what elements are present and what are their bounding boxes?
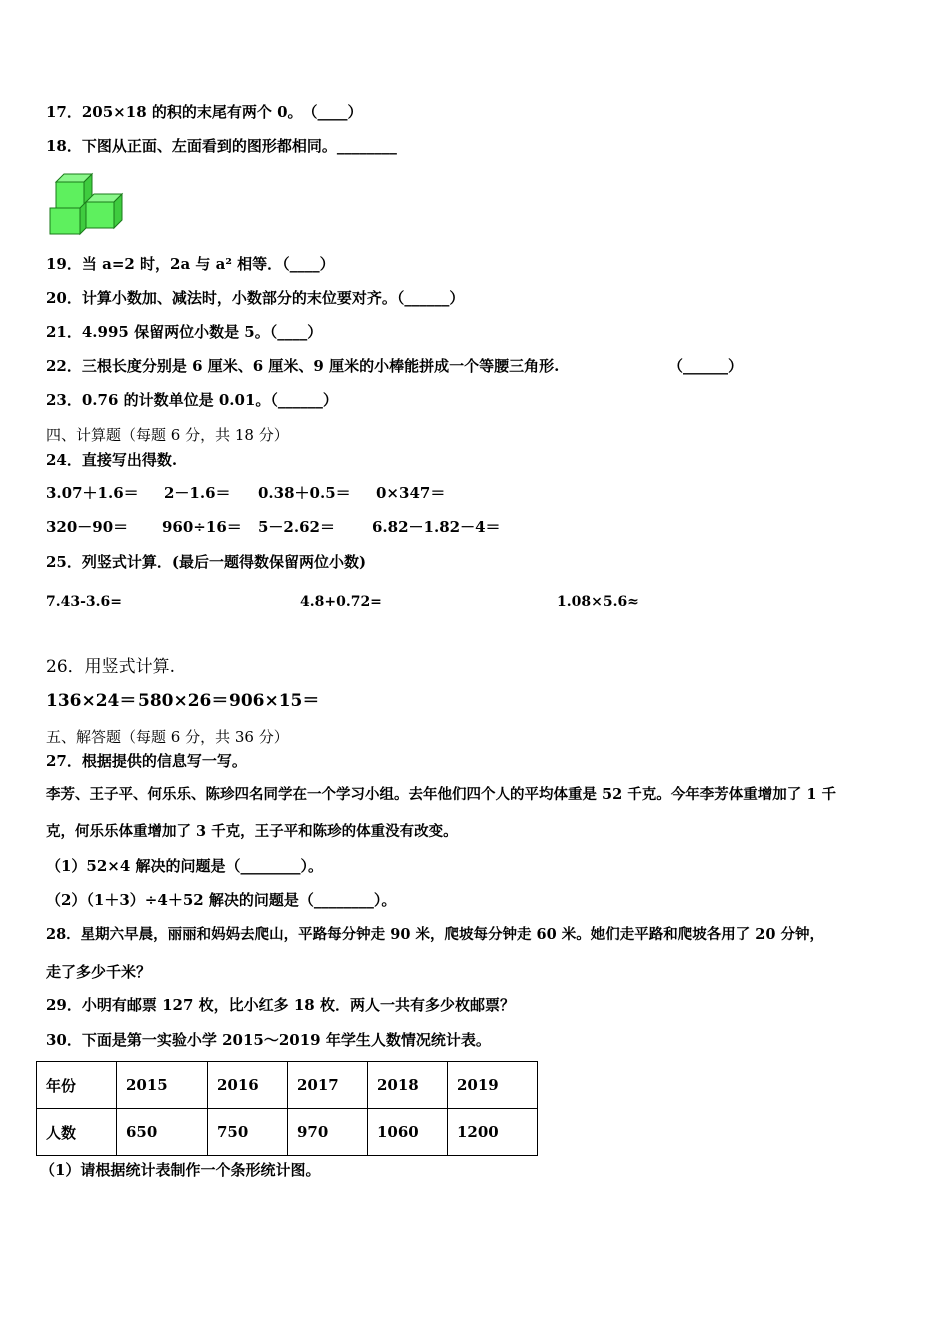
table-cell: 2016: [208, 1062, 288, 1109]
student-count-table: [36, 1061, 538, 1156]
cube-top-front: [56, 182, 84, 208]
table-cell-header: 人数: [37, 1109, 117, 1156]
question-25: 25．列竖式计算．(最后一题得数保留两位小数): [46, 553, 367, 571]
vertical-calc-item: 4.8+0.72=: [300, 594, 382, 610]
section-4-heading: 四、计算题（每题 6 分，共 18 分）: [46, 426, 289, 444]
vertical-calc-item: 906×15＝: [229, 691, 320, 711]
cube-left-front: [50, 208, 80, 234]
question-28-text-2: 走了多少千米？: [46, 963, 152, 981]
calc-item: 960÷16＝: [162, 518, 242, 536]
question-27-sub-1: （1）52×4 解决的问题是（________）。: [46, 857, 324, 875]
question-21: 21．4.995 保留两位小数是 5。（____）: [46, 323, 323, 341]
table-cell: 1060: [368, 1109, 448, 1156]
question-30-sub-1: （1）请根据统计表制作一个条形统计图。: [40, 1161, 321, 1179]
table-cell: 2019: [448, 1062, 538, 1109]
question-26: 26．用竖式计算.: [46, 657, 176, 677]
calc-item: 5－2.62＝: [258, 518, 335, 536]
table-cell: 2015: [117, 1062, 208, 1109]
question-22-blank: （______）: [668, 357, 744, 375]
cube-figure: [48, 172, 128, 238]
vertical-calc-item: 1.08×5.6≈: [557, 594, 639, 610]
question-27-text-1: 李芳、王子平、何乐乐、陈珍四名同学在一个学习小组。去年他们四个人的平均体重是 52 千克。今年李芳体重增加了 1 千: [46, 786, 836, 803]
calc-item: 0.38＋0.5＝: [258, 484, 351, 502]
question-24: 24．直接写出得数.: [46, 451, 178, 469]
question-28-text-1: 28．星期六早晨，丽丽和妈妈去爬山，平路每分钟走 90 米，爬坡每分钟走 60 米。她们走平路和爬坡各用了 20 分钟，: [46, 926, 824, 943]
cube-left-side: [80, 202, 86, 234]
vertical-calc-item: 7.43-3.6=: [46, 594, 122, 610]
vertical-calc-item: 580×26＝: [138, 691, 229, 711]
calc-item: 3.07＋1.6＝: [46, 484, 139, 502]
table-row: [37, 1109, 538, 1156]
question-29: 29．小明有邮票 127 枚，比小红多 18 枚．两人一共有多少枚邮票？: [46, 996, 515, 1014]
table-cell-header: 年份: [37, 1062, 117, 1109]
question-27-sub-2: （2）（1＋3）÷4＋52 解决的问题是（________）。: [46, 891, 397, 909]
question-30: 30．下面是第一实验小学 2015～2019 年学生人数情况统计表。: [46, 1031, 491, 1049]
question-19: 19．当 a=2 时，2a 与 a² 相等．（____）: [46, 255, 335, 273]
table-cell: 970: [288, 1109, 368, 1156]
question-23: 23．0.76 的计数单位是 0.01。（______）: [46, 391, 338, 409]
question-22: 22．三根长度分别是 6 厘米、6 厘米、9 厘米的小棒能拼成一个等腰三角形.: [46, 357, 560, 375]
cube-right-front: [86, 202, 114, 228]
table-row: [37, 1062, 538, 1109]
table-cell: 2018: [368, 1062, 448, 1109]
section-5-heading: 五、解答题（每题 6 分，共 36 分）: [46, 728, 289, 746]
table-cell: 650: [117, 1109, 208, 1156]
question-18: 18．下图从正面、左面看到的图形都相同。________: [46, 137, 397, 155]
question-27: 27．根据提供的信息写一写。: [46, 752, 247, 770]
question-20: 20．计算小数加、减法时，小数部分的末位要对齐。（______）: [46, 289, 465, 307]
calc-item: 6.82－1.82－4＝: [372, 518, 501, 536]
table-cell: 2017: [288, 1062, 368, 1109]
question-27-text-2: 克，何乐乐体重增加了 3 千克，王子平和陈珍的体重没有改变。: [46, 823, 458, 840]
calc-item: 0×347＝: [376, 484, 446, 502]
table-cell: 750: [208, 1109, 288, 1156]
vertical-calc-item: 136×24＝: [46, 691, 137, 711]
calc-item: 320－90＝: [46, 518, 129, 536]
table-cell: 1200: [448, 1109, 538, 1156]
calc-item: 2－1.6＝: [164, 484, 231, 502]
question-17: 17．205×18 的积的末尾有两个 0。 （____）: [46, 103, 363, 121]
